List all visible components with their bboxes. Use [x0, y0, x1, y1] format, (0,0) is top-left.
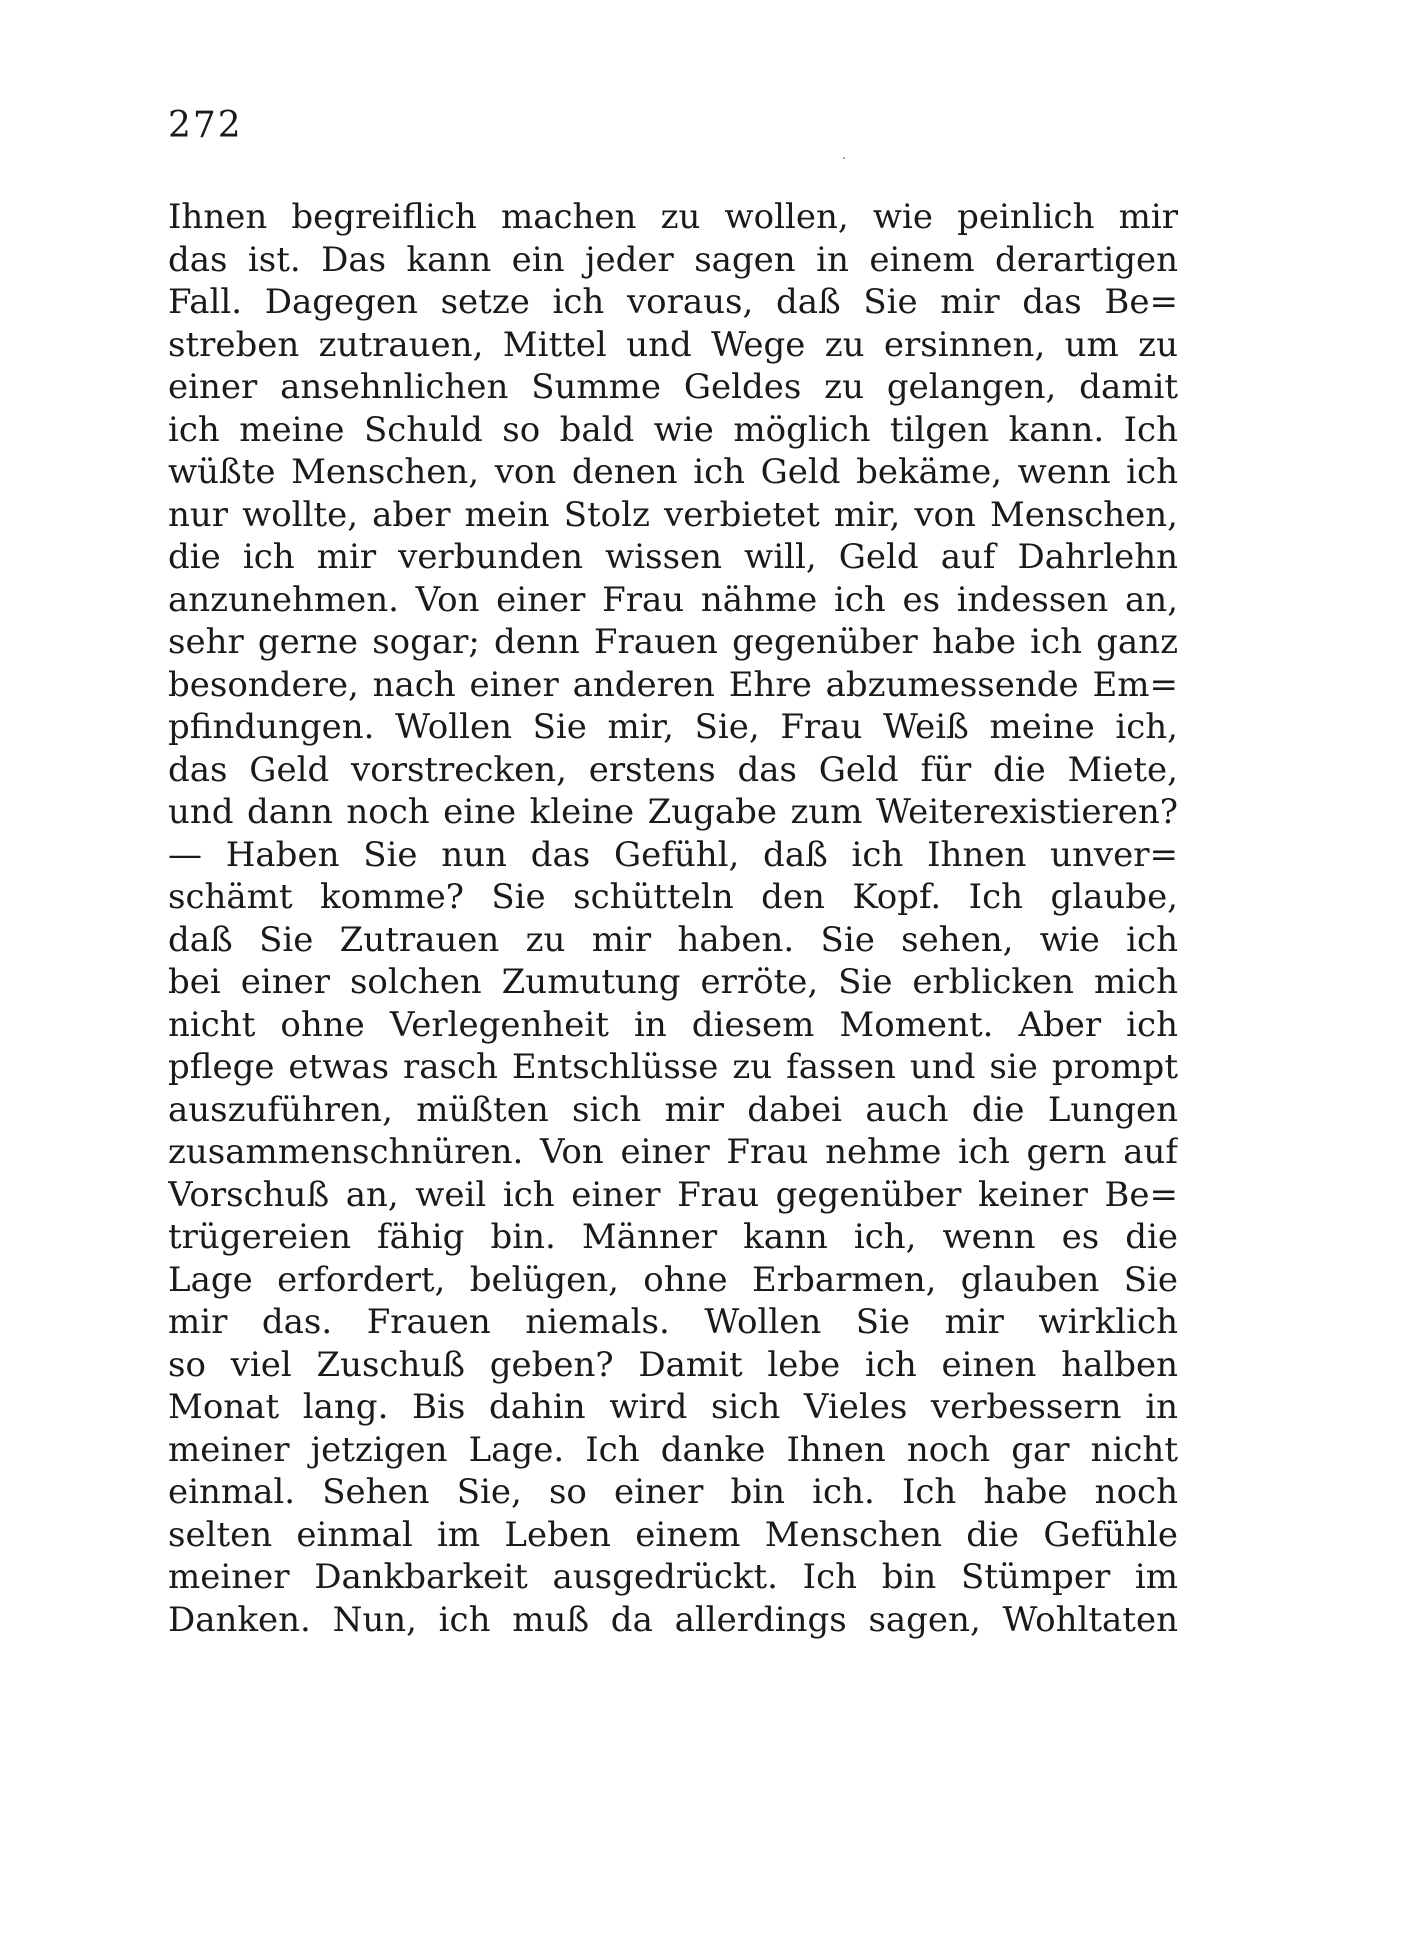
text-line: nicht ohne Verlegenheit in diesem Moment. Aber ich [168, 1004, 1178, 1045]
text-line: einmal. Sehen Sie, so einer bin ich. Ich habe noch [168, 1472, 1178, 1512]
text-line: Fall. Dagegen setze ich voraus, daß Sie mir das Be= [168, 282, 1178, 322]
text-line: das ist. Das kann ein jeder sagen in einem derartigen [168, 239, 1178, 280]
text-line: auszuführen, müßten sich mir dabei auch die Lungen [168, 1089, 1178, 1130]
text-line: Vorschuß an, weil ich einer Frau gegenüber keiner Be= [168, 1174, 1178, 1215]
text-line: einer ansehnlichen Summe Geldes zu gelangen, damit [168, 367, 1178, 407]
body-text [168, 196, 1178, 1641]
text-line: bei einer solchen Zumutung erröte, Sie erblicken mich [168, 962, 1178, 1002]
text-line: daß Sie Zutrauen zu mir haben. Sie sehen, wie ich [168, 919, 1178, 960]
paper-speck [843, 157, 845, 159]
text-line: sehr gerne sogar; denn Frauen gegenüber habe ich ganz [168, 622, 1178, 662]
text-line: streben zutrauen, Mittel und Wege zu ersinnen, um zu [168, 324, 1178, 365]
text-line: Ihnen begreiflich machen zu wollen, wie peinlich mir [168, 197, 1178, 237]
text-line: pfindungen. Wollen Sie mir, Sie, Frau Weiß meine ich, [168, 707, 1178, 747]
text-line: wüßte Menschen, von denen ich Geld bekäme, wenn ich [168, 452, 1178, 492]
text-line: — Haben Sie nun das Gefühl, daß ich Ihnen unver= [168, 834, 1178, 875]
text-line: die ich mir verbunden wissen will, Geld auf Dahrlehn [168, 537, 1178, 577]
text-line: ich meine Schuld so bald wie möglich tilgen kann. Ich [168, 409, 1178, 450]
text-line: trügereien fähig bin. Männer kann ich, wenn es die [168, 1217, 1178, 1257]
text-line: pflege etwas rasch Entschlüsse zu fassen und sie prompt [168, 1047, 1178, 1087]
text-line: das Geld vorstrecken, erstens das Geld für die Miete, [168, 749, 1178, 790]
page-number: 272 [168, 105, 243, 146]
text-line: besondere, nach einer anderen Ehre abzumessende Em= [168, 664, 1178, 705]
text-line: zusammenschnüren. Von einer Frau nehme ich gern auf [168, 1132, 1178, 1172]
text-line: selten einmal im Leben einem Menschen die Gefühle [168, 1514, 1178, 1555]
text-line: so viel Zuschuß geben? Damit lebe ich einen halben [168, 1344, 1178, 1385]
text-line: anzunehmen. Von einer Frau nähme ich es indessen an, [168, 579, 1178, 620]
text-line: schämt komme? Sie schütteln den Kopf. Ich glaube, [168, 877, 1178, 917]
text-line: meiner jetzigen Lage. Ich danke Ihnen noch gar nicht [168, 1429, 1178, 1470]
text-line: und dann noch eine kleine Zugabe zum Weiterexistieren? [168, 792, 1178, 832]
text-line: Lage erfordert, belügen, ohne Erbarmen, glauben Sie [168, 1259, 1178, 1300]
text-line: nur wollte, aber mein Stolz verbietet mir, von Menschen, [168, 494, 1178, 535]
text-line: mir das. Frauen niemals. Wollen Sie mir wirklich [168, 1302, 1178, 1342]
text-line: Danken. Nun, ich muß da allerdings sagen, Wohltaten [168, 1599, 1178, 1640]
text-line: meiner Dankbarkeit ausgedrückt. Ich bin Stümper im [168, 1557, 1178, 1597]
text-line: Monat lang. Bis dahin wird sich Vieles verbessern in [168, 1387, 1178, 1427]
